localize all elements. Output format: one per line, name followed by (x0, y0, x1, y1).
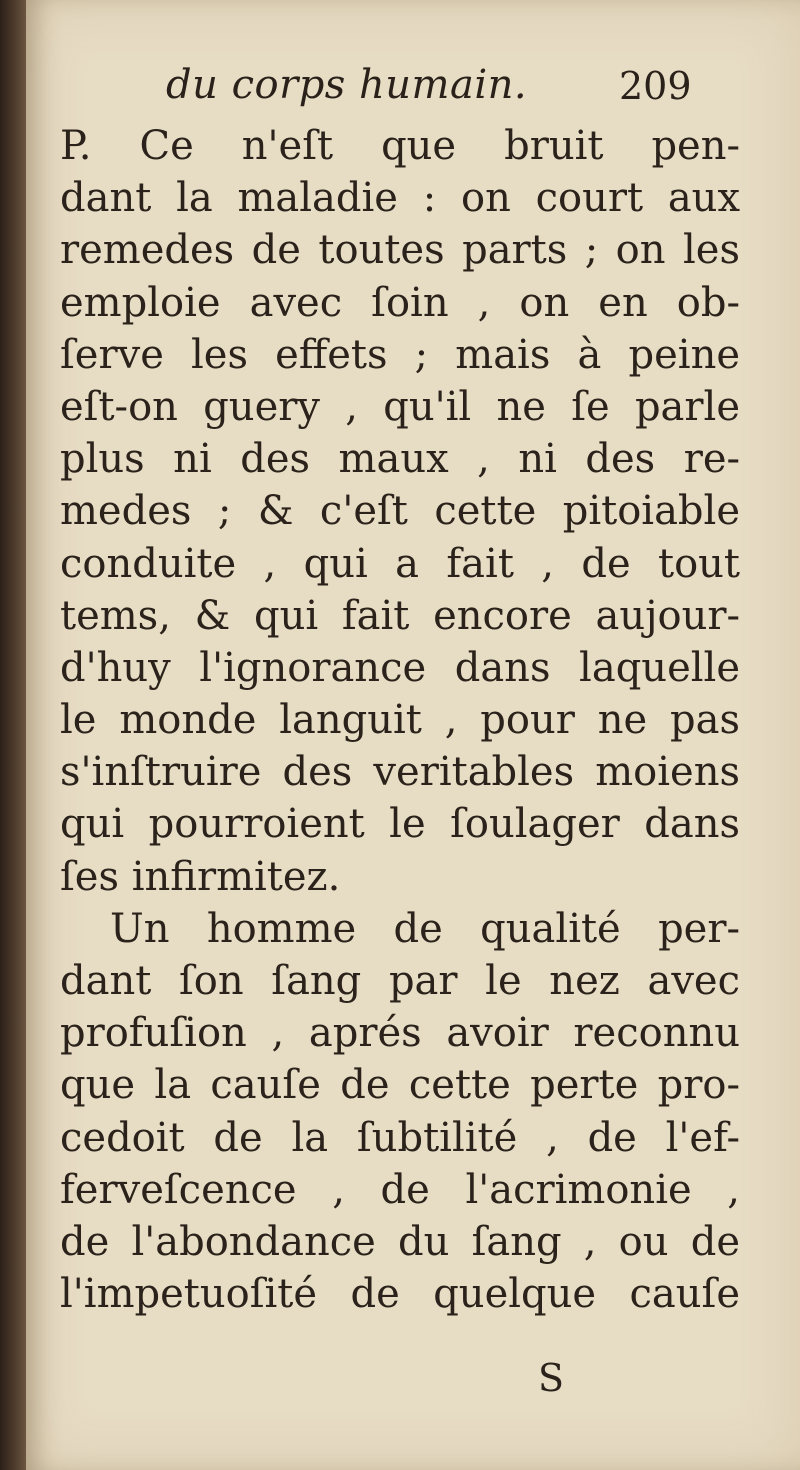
text-line: dant la maladie : on court aux (60, 175, 740, 222)
text-line: tems, & qui fait encore aujour- (60, 592, 740, 639)
text-line: emploie avec ſoin , on en ob- (60, 279, 740, 326)
book-gutter (0, 0, 26, 1470)
text-line: profuſion , aprés avoir reconnu (60, 1010, 740, 1057)
text-line: d'huy l'ignorance dans laquelle (60, 644, 740, 691)
text-line: s'inſtruire des veritables moiens (60, 749, 740, 796)
text-line: cedoit de la ſubtilité , de l'ef- (60, 1114, 740, 1161)
signature-mark: S (538, 1356, 565, 1400)
text-line: que la cauſe de cette perte pro- (60, 1062, 740, 1109)
body-text (60, 120, 740, 1320)
running-head-title: du corps humain. (166, 62, 528, 108)
text-line: ſes infirmitez. (60, 853, 341, 900)
text-line: remedes de toutes parts ; on les (60, 227, 740, 274)
text-line: P. Ce n'eſt que bruit pen- (60, 123, 740, 169)
text-line: medes ; & c'eſt cette pitoiable (60, 488, 740, 535)
text-line: eſt-on guery , qu'il ne ſe parle (60, 383, 740, 430)
page-number: 209 (619, 64, 692, 108)
text-line: ſerve les effets ; mais à peine (60, 331, 740, 378)
text-line: qui pourroient le ſoulager dans (60, 801, 740, 848)
text-line: l'impetuoſité de quelque cauſe (60, 1271, 740, 1318)
text-line: dant ſon ſang par le nez avec (60, 958, 740, 1004)
text-line: Un homme de qualité per- (110, 905, 740, 952)
text-line: plus ni des maux , ni des re- (60, 436, 740, 483)
running-head (26, 62, 800, 112)
text-line: ferveſcence , de l'acrimonie , (60, 1166, 740, 1213)
text-line: le monde languit , pour ne pas (60, 697, 740, 744)
book-page (26, 0, 800, 1470)
text-line: de l'abondance du ſang , ou de (60, 1218, 740, 1265)
text-line: conduite , qui a fait , de tout (60, 540, 740, 587)
